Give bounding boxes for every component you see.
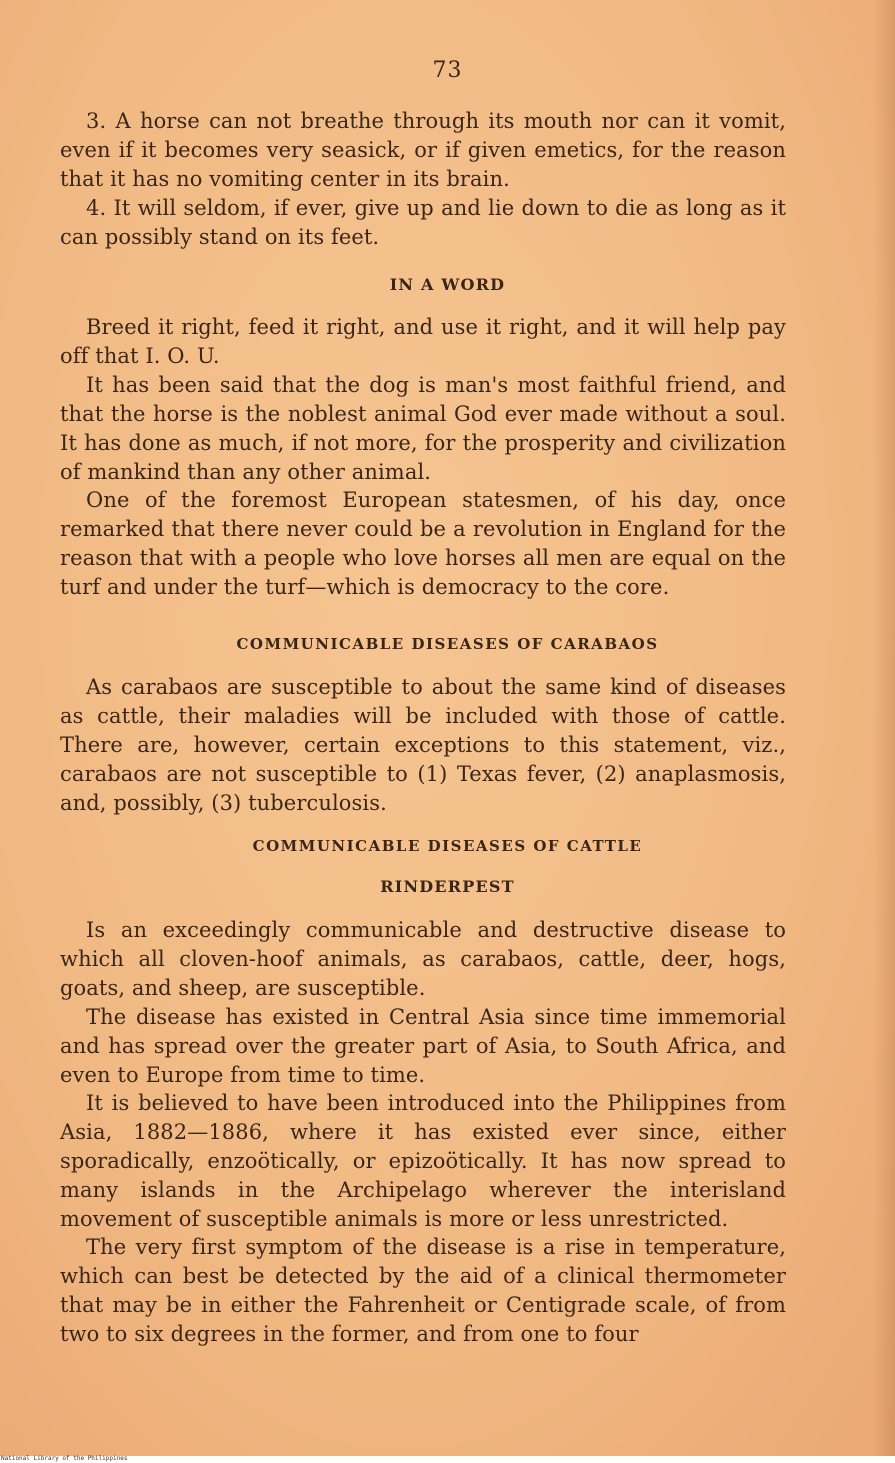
paragraph-first-symptom: The very first symptom of the disease is a rise in temperature, which can best be detected by the aid of a clinical thermometer that may be in either the Fahrenheit or Centigrade scale, of from two to six degrees in the former, and from one to four (60, 1235, 786, 1346)
paragraph-rinderpest-philippines: It is believed to have been introduced into the Philippines from Asia, 1882—1886, where it has existed ever since, either sporadically, enzoötically, or epizoötically. It has now spread to many islands in the Archipelago wherever the interisland movement of susceptible animals is more or less unrestricted. (60, 1091, 786, 1231)
paragraph-horse-stand: 4. It will seldom, if ever, give up and lie down to die as long as it can possibly stand on its feet. (60, 196, 786, 249)
library-credit: National Library of the Philippines (1, 1455, 128, 1462)
heading-in-a-word: IN A WORD (389, 275, 506, 294)
footer-bar (0, 1456, 895, 1463)
page-number: 73 (432, 58, 463, 83)
paragraph-rinderpest-definition: Is an exceedingly communicable and destructive disease to which all cloven-hoof animals, as carabaos, cattle, deer, hogs, goats, and sheep, are susceptible. (60, 918, 786, 1000)
paragraph-horse-mouth: 3. A horse can not breathe through its mouth nor can it vomit, even if it becomes very seasick, or if given emetics, for the reason that it has no vomiting center in its brain. (60, 109, 786, 191)
heading-diseases-cattle: COMMUNICABLE DISEASES OF CATTLE (252, 837, 643, 855)
heading-diseases-carabaos: COMMUNICABLE DISEASES OF CARABAOS (236, 635, 659, 653)
paragraph-carabaos-susceptible: As carabaos are susceptible to about the same kind of diseases as cattle, their maladies will be included with those of cattle. There are, however, certain exceptions to this statement, viz., carabaos are not susceptible to (1) Texas fever, (2) anaplasmosis, and, possibly, (3) tuberculosis. (60, 675, 786, 815)
paragraph-rinderpest-history: The disease has existed in Central Asia since time immemorial and has spread over the greater part of Asia, to South Africa, and even to Europe from time to time. (60, 1005, 786, 1087)
paragraph-noblest-animal: It has been said that the dog is man's most faithful friend, and that the horse is the noblest animal God ever made without a soul. It has done as much, if not more, for the prosperity and civilization of mankind than any other animal. (60, 373, 786, 484)
paragraph-breed-it-right: Breed it right, feed it right, and use it right, and it will help pay off that I. O. U. (60, 315, 786, 368)
heading-rinderpest: RINDERPEST (380, 877, 515, 896)
paragraph-european-statesman: One of the foremost European statesmen, of his day, once remarked that there never could be a revolution in England for the reason that with a people who love horses all men are equal on the turf and under the turf—which is democracy to the core. (60, 488, 786, 599)
